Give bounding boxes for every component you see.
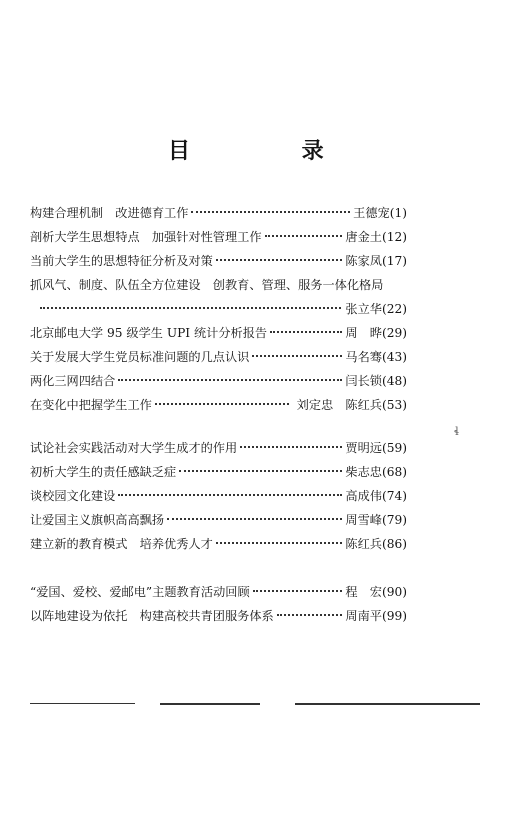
- entry-title: 两化三网四结合: [30, 374, 116, 388]
- entry-title: 当前大学生的思想特征分析及对策: [30, 254, 213, 268]
- entry-page: (86): [381, 537, 407, 551]
- dot-leader: [270, 331, 342, 333]
- toc-entry: [30, 535, 407, 553]
- entry-title: 初析大学生的责任感缺乏症: [30, 465, 177, 479]
- entry-author: 闫长锁: [345, 374, 382, 388]
- entry-author: 张立华: [345, 302, 382, 316]
- entry-title: 在变化中把握学生工作: [30, 398, 152, 412]
- toc-entry: [30, 348, 407, 366]
- entry-author: 周 晔: [345, 326, 382, 340]
- entry-title: 谈校园文化建设: [30, 489, 116, 503]
- toc-entry: [30, 396, 407, 414]
- entry-author: 王德宠: [353, 206, 390, 220]
- entry-author: 高成伟: [345, 489, 382, 503]
- divider-line: [30, 703, 135, 704]
- toc-entry: [30, 487, 407, 505]
- dot-leader: [252, 355, 342, 357]
- entry-author: 刘定忠 陈红兵: [296, 398, 382, 412]
- entry-title: 构建合理机制 改进德育工作: [30, 206, 189, 220]
- entry-title: 关于发展大学生党员标准问题的几点认识: [30, 350, 250, 364]
- toc-entry: [30, 204, 407, 222]
- entry-author: 柴志忠: [345, 465, 382, 479]
- dot-leader: [216, 259, 343, 261]
- entry-page: (17): [381, 254, 407, 268]
- entry-page: (99): [381, 609, 407, 623]
- toc-entry: [30, 463, 407, 481]
- entry-author: 周南平: [345, 609, 382, 623]
- dot-leader: [167, 518, 342, 520]
- toc-entry: [30, 439, 407, 457]
- entry-author: 程 宏: [345, 585, 382, 599]
- entry-page: (59): [381, 441, 407, 455]
- dot-leader: [40, 307, 341, 309]
- entry-page: (53): [381, 398, 407, 412]
- toc-entry: [30, 372, 407, 390]
- divider-line: [160, 703, 260, 705]
- toc-entry: [30, 324, 407, 342]
- entry-author: 唐金土: [345, 230, 382, 244]
- dot-leader: [265, 235, 343, 237]
- entry-page: (22): [381, 302, 407, 316]
- dot-leader: [118, 379, 342, 381]
- entry-title: 试论社会实践活动对大学生成才的作用: [30, 441, 238, 455]
- entry-title: 以阵地建设为依托 构建高校共青团服务体系: [30, 609, 274, 623]
- entry-page: (43): [381, 350, 407, 364]
- toc-entry: [30, 583, 407, 601]
- dot-leader: [155, 403, 289, 405]
- toc-entry: [30, 511, 407, 529]
- dot-leader: [191, 211, 350, 213]
- entry-title: 剖析大学生思想特点 加强针对性管理工作: [30, 230, 262, 244]
- entry-author: 贾明远: [345, 441, 382, 455]
- entry-title: 让爱国主义旗帜高高飘扬: [30, 513, 165, 527]
- toc-entry: [30, 252, 407, 270]
- entry-title: “爱国、爱校、爱邮电”主题教育活动回顾: [30, 585, 250, 599]
- entry-author: 马名骞: [345, 350, 382, 364]
- dot-leader: [253, 590, 343, 592]
- page-title: 目 录: [168, 139, 376, 164]
- entry-author: 周雪峰: [345, 513, 382, 527]
- entry-page: (79): [381, 513, 407, 527]
- toc-entry-multiline: [30, 276, 407, 294]
- entry-author: 陈家凤: [345, 254, 382, 268]
- entry-title: 北京邮电大学 95 级学生 UPI 统计分析报告: [30, 326, 268, 340]
- entry-title: 抓风气、制度、队伍全方位建设 创教育、管理、服务一体化格局: [30, 278, 384, 292]
- dot-leader: [240, 446, 342, 448]
- dot-leader: [118, 494, 342, 496]
- toc-entry-continuation: [40, 300, 407, 318]
- dot-leader: [179, 470, 342, 472]
- entry-page: (90): [381, 585, 407, 599]
- entry-page: (68): [381, 465, 407, 479]
- entry-author: 陈红兵: [345, 537, 382, 551]
- toc-entry: [30, 607, 407, 625]
- dot-leader: [216, 542, 343, 544]
- entry-title: 建立新的教育模式 培养优秀人才: [30, 537, 213, 551]
- entry-page: (1): [389, 206, 407, 220]
- entry-page: (29): [381, 326, 407, 340]
- entry-page: (12): [381, 230, 407, 244]
- dot-leader: [277, 614, 343, 616]
- divider-line: [295, 703, 480, 705]
- toc-entry: [30, 228, 407, 246]
- margin-mark: ɬ: [454, 425, 459, 438]
- entry-page: (48): [381, 374, 407, 388]
- entry-page: (74): [381, 489, 407, 503]
